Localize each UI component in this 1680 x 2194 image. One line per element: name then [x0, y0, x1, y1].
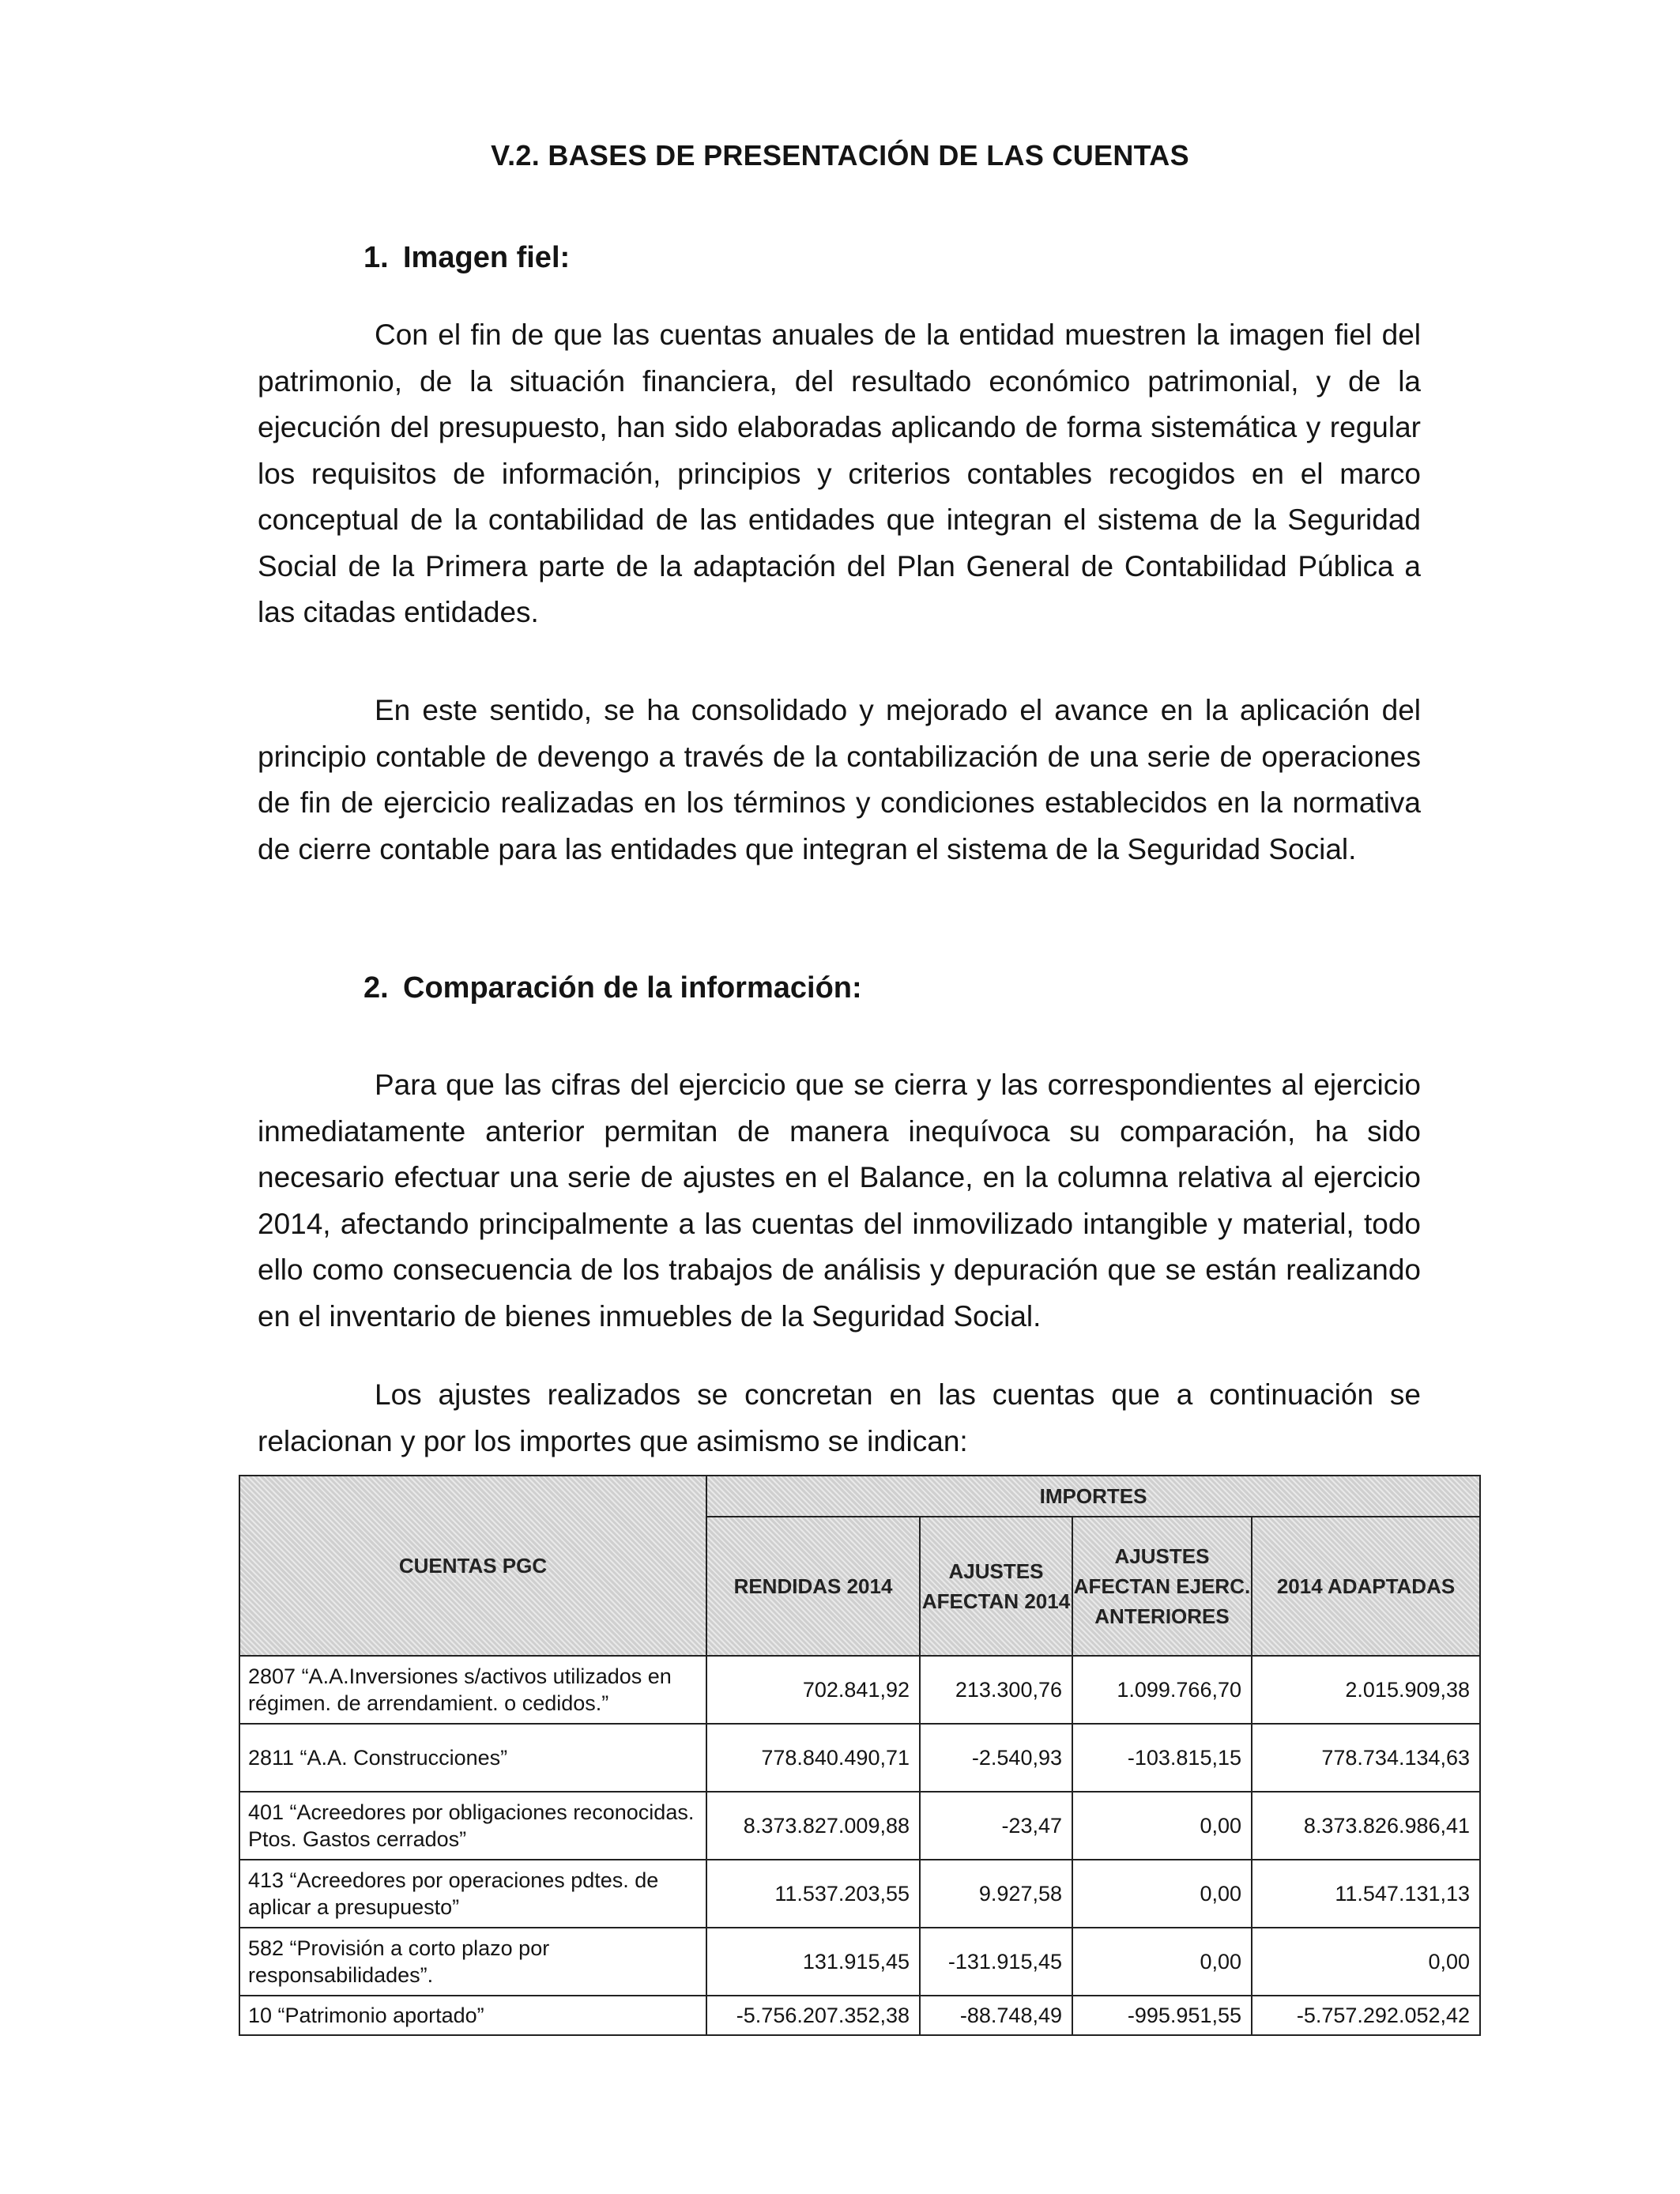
value-cell: 8.373.826.986,41 — [1252, 1792, 1480, 1860]
section-heading-imagen-fiel — [363, 241, 570, 275]
adjustments-table — [239, 1475, 1481, 2036]
header-ajustes-2014: AJUSTES AFECTAN 2014 — [920, 1517, 1072, 1656]
paragraph: Para que las cifras del ejercicio que se cierra y las correspondientes al ejercicio inmediatamente anterior permitan de manera inequívoca su comparación, ha sido necesario efectuar una serie de ajustes en el Balance, en la columna relativa al ejercicio 2014, afectando principalmente a las cuentas del inmovilizado intangible y material, todo ello como consecuencia de los trabajos de análisis y depuración que se están realizando en el inventario de bienes inmuebles de la Seguridad Social. — [258, 1069, 1421, 1333]
section-number: 2. — [363, 971, 389, 1005]
paragraph: Con el fin de que las cuentas anuales de la entidad muestren la imagen fiel del patrimonio, de la situación financiera, del resultado económico patrimonial, y de la ejecución del presupuesto, han sido elaboradas aplicando de forma sistemática y regular los requisitos de información, principios y criterios contables recogidos en el marco conceptual de la contabilidad de las entidades que integran el sistema de la Seguridad Social de la Primera parte de la adaptación del Plan General de Contabilidad Pública a las citadas entidades. — [258, 319, 1421, 628]
value-cell: -131.915,45 — [920, 1928, 1072, 1996]
header-ajustes-anteriores: AJUSTES AFECTAN EJERC. ANTERIORES — [1072, 1517, 1252, 1656]
table-row — [239, 1860, 1480, 1928]
value-cell: -23,47 — [920, 1792, 1072, 1860]
value-cell: -2.540,93 — [920, 1724, 1072, 1792]
account-cell: 401 “Acreedores por obligaciones reconocidas. Ptos. Gastos cerrados” — [239, 1792, 706, 1860]
value-cell: 778.840.490,71 — [706, 1724, 920, 1792]
value-cell: 2.015.909,38 — [1252, 1656, 1480, 1724]
value-cell: -88.748,49 — [920, 1996, 1072, 2035]
value-cell: 213.300,76 — [920, 1656, 1072, 1724]
value-cell: 702.841,92 — [706, 1656, 920, 1724]
value-cell: 0,00 — [1072, 1928, 1252, 1996]
section-heading-text: Comparación de la información: — [403, 971, 862, 1005]
value-cell: 0,00 — [1072, 1792, 1252, 1860]
header-rendidas-2014: RENDIDAS 2014 — [706, 1517, 920, 1656]
table-row — [239, 1656, 1480, 1724]
value-cell: 1.099.766,70 — [1072, 1656, 1252, 1724]
account-cell: 2807 “A.A.Inversiones s/activos utilizados en régimen. de arrendamient. o cedidos.” — [239, 1656, 706, 1724]
page-title: V.2. BASES DE PRESENTACIÓN DE LAS CUENTAS — [491, 139, 1189, 172]
paragraph: Los ajustes realizados se concretan en las cuentas que a continuación se relacionan y por los importes que asimismo se indican: — [258, 1378, 1421, 1457]
account-cell: 413 “Acreedores por operaciones pdtes. de aplicar a presupuesto” — [239, 1860, 706, 1928]
table-row — [239, 1928, 1480, 1996]
value-cell: -995.951,55 — [1072, 1996, 1252, 2035]
account-cell: 582 “Provisión a corto plazo por responsabilidades”. — [239, 1928, 706, 1996]
section-heading-text: Imagen fiel: — [403, 241, 571, 274]
table-row — [239, 1792, 1480, 1860]
section-heading-comparacion — [363, 971, 862, 1005]
header-2014-adaptadas: 2014 ADAPTADAS — [1252, 1517, 1480, 1656]
account-cell: 2811 “A.A. Construcciones” — [239, 1724, 706, 1792]
value-cell: 8.373.827.009,88 — [706, 1792, 920, 1860]
value-cell: -5.756.207.352,38 — [706, 1996, 920, 2035]
value-cell: 0,00 — [1252, 1928, 1480, 1996]
value-cell: -103.815,15 — [1072, 1724, 1252, 1792]
value-cell: 9.927,58 — [920, 1860, 1072, 1928]
value-cell: 11.547.131,13 — [1252, 1860, 1480, 1928]
value-cell: 778.734.134,63 — [1252, 1724, 1480, 1792]
table-row — [239, 1724, 1480, 1792]
paragraph: En este sentido, se ha consolidado y mejorado el avance en la aplicación del principio contable de devengo a través de la contabilización de una serie de operaciones de fin de ejercicio realizadas en los términos y condiciones establecidos en la normativa de cierre contable para las entidades que integran el sistema de la Seguridad Social. — [258, 694, 1421, 865]
section-number: 1. — [363, 241, 389, 274]
header-importes: IMPORTES — [706, 1476, 1480, 1517]
value-cell: -5.757.292.052,42 — [1252, 1996, 1480, 2035]
header-cuentas-pgc: CUENTAS PGC — [239, 1476, 706, 1656]
table-row — [239, 1996, 1480, 2035]
value-cell: 0,00 — [1072, 1860, 1252, 1928]
account-cell: 10 “Patrimonio aportado” — [239, 1996, 706, 2035]
value-cell: 131.915,45 — [706, 1928, 920, 1996]
value-cell: 11.537.203,55 — [706, 1860, 920, 1928]
